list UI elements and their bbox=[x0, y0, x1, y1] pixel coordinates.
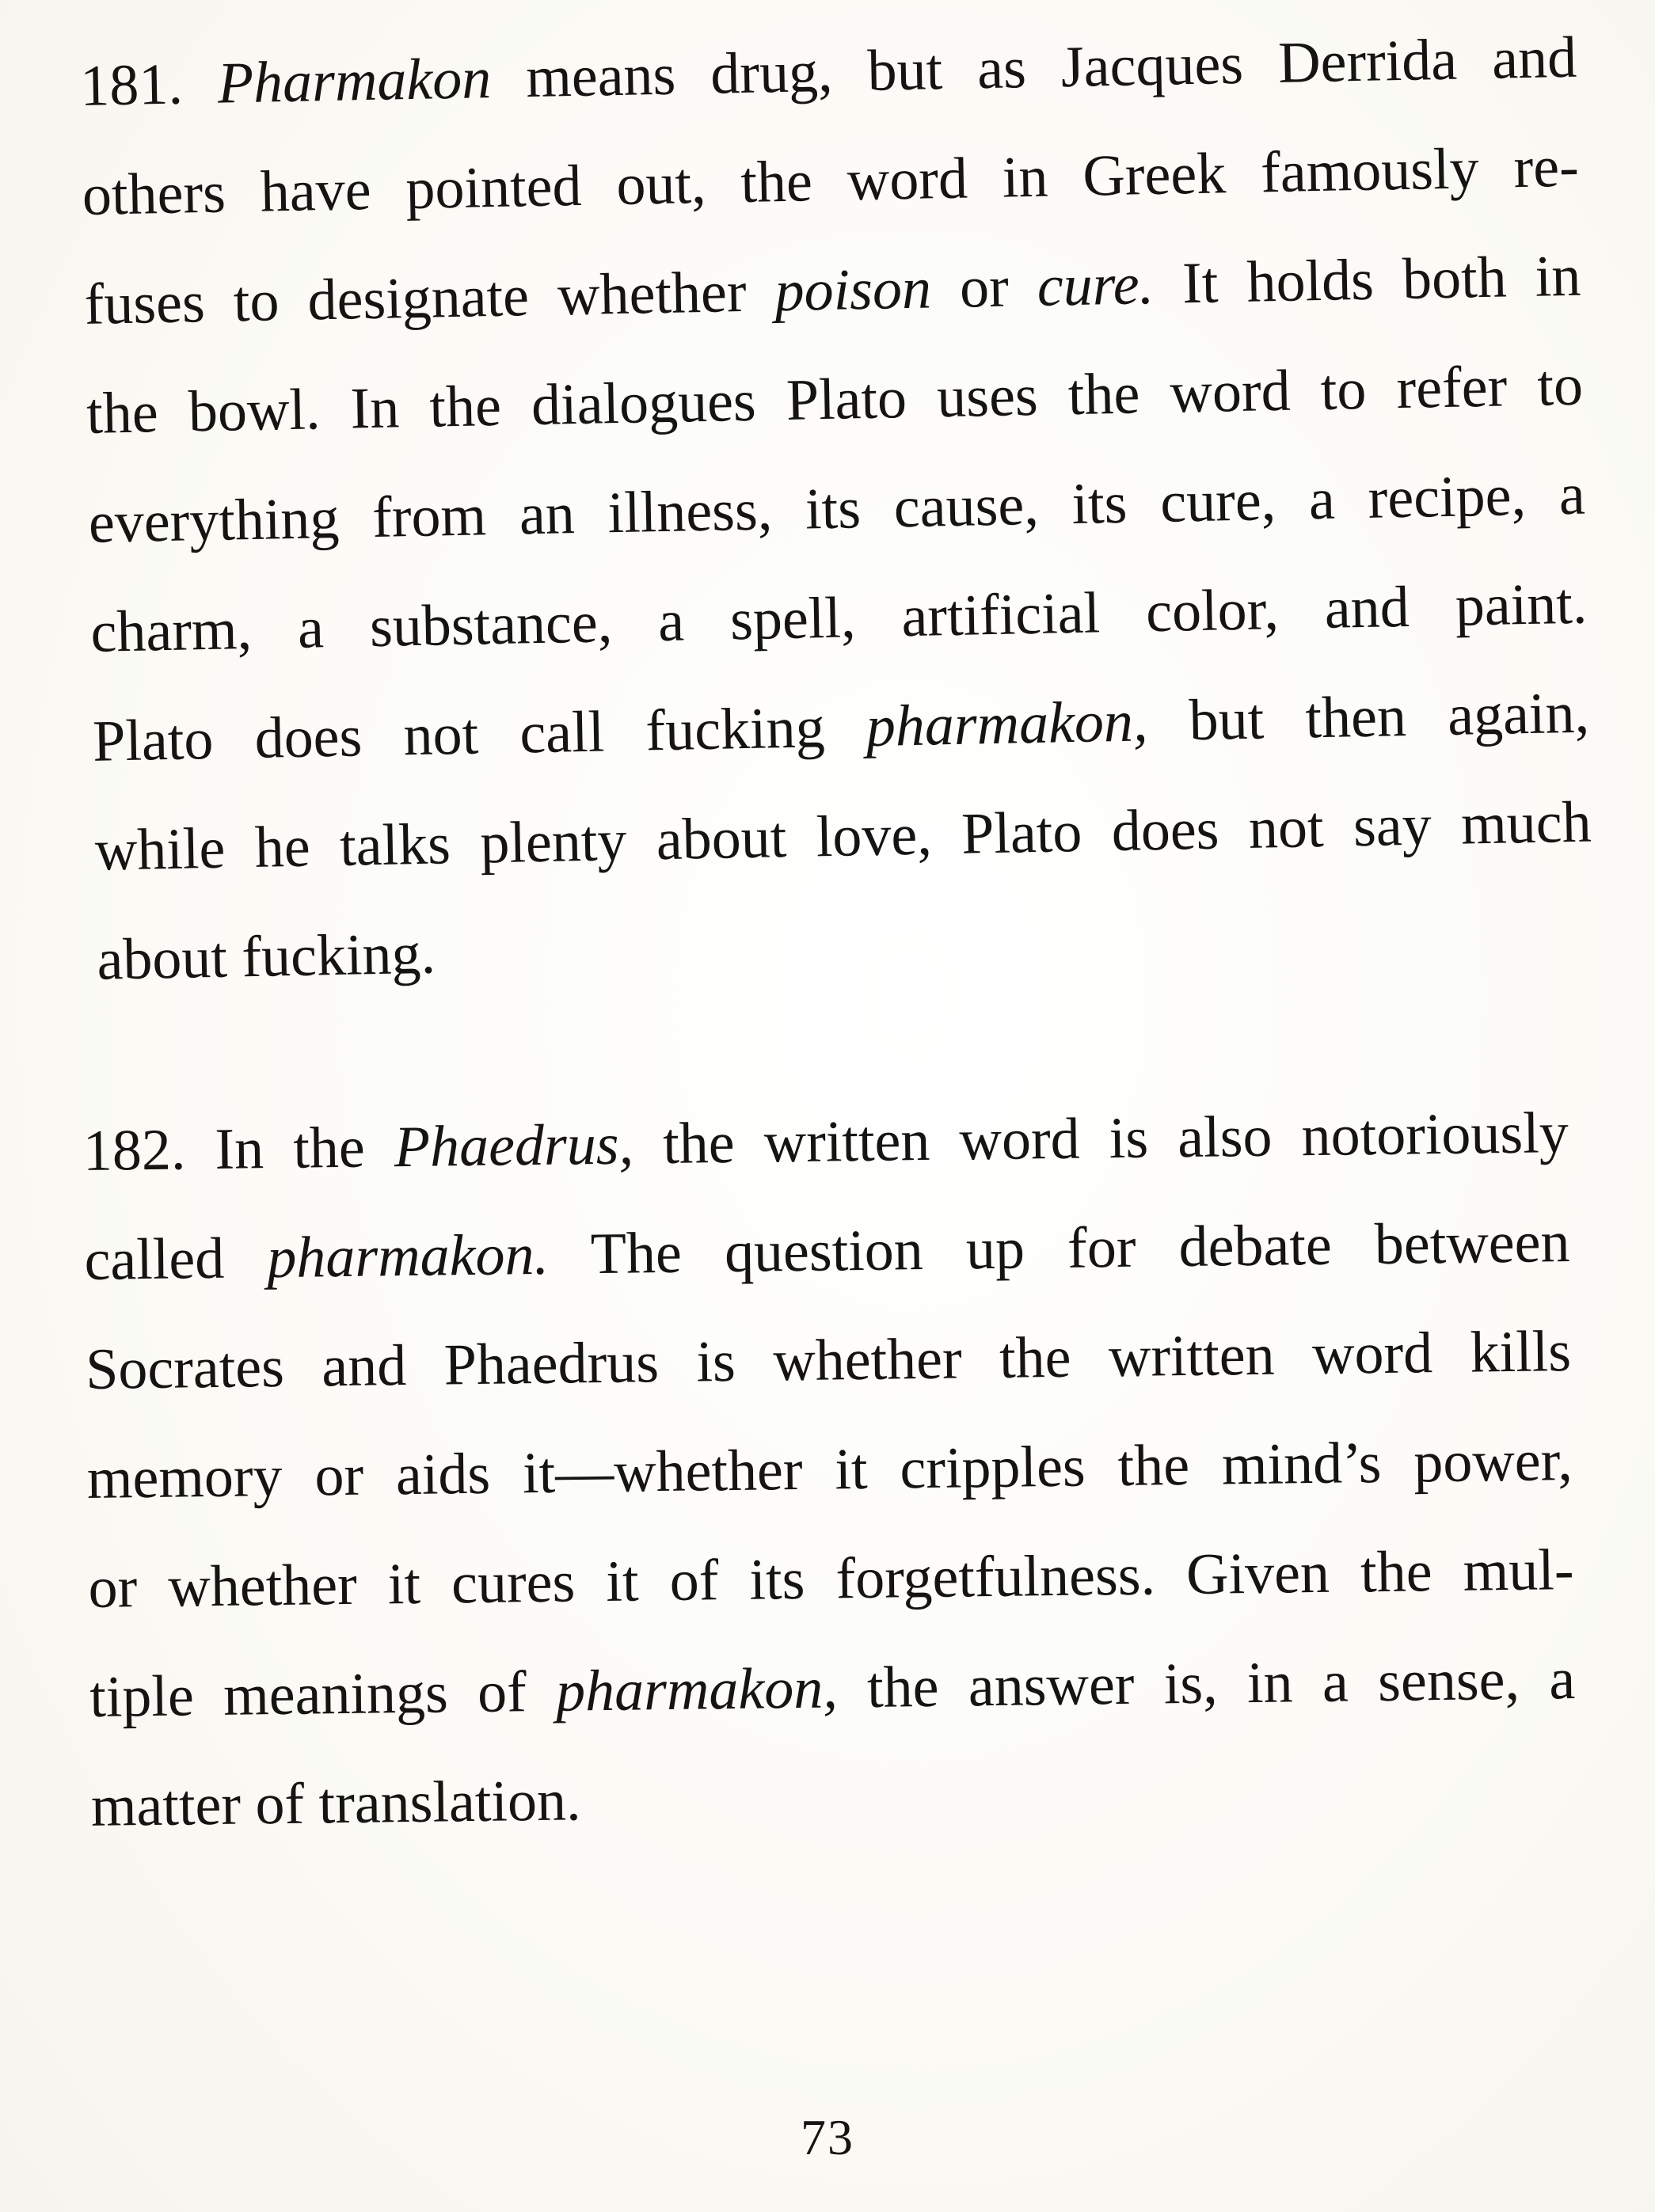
text-run: everything from an illness, its cause, its cure, a recipe, a bbox=[88, 462, 1586, 556]
text-run: The question up for debate between bbox=[548, 1210, 1570, 1287]
italic-term: cure. bbox=[1037, 252, 1155, 319]
italic-term: pharmakon, bbox=[555, 1655, 839, 1724]
text-run: tiple meanings of bbox=[89, 1659, 557, 1730]
text-run: Socrates and Phaedrus is whether the written word kills bbox=[85, 1319, 1572, 1402]
text-run: or bbox=[930, 253, 1038, 321]
italic-term: pharmakon, bbox=[866, 689, 1149, 760]
italic-term: Pharmakon bbox=[217, 46, 492, 116]
text-run: memory or aids it—whether it cripples the mind’s power, bbox=[86, 1428, 1573, 1511]
text-run: while he talks plenty about love, Plato does not say much bbox=[94, 789, 1592, 884]
text-line bbox=[82, 1078, 1569, 1206]
note-182-paragraph bbox=[82, 1078, 1577, 1861]
italic-term: pharmakon. bbox=[266, 1222, 550, 1291]
text-run: the answer is, in a sense, a bbox=[837, 1647, 1576, 1721]
text-run: 182. In the bbox=[82, 1115, 395, 1184]
text-line bbox=[90, 1734, 1577, 1861]
text-run: the written word is also notoriously bbox=[633, 1100, 1569, 1177]
text-run: charm, a substance, a spell, artificial color, and paint. bbox=[89, 571, 1588, 665]
text-run: or whether it cures it of its forgetfulness. Given the mul- bbox=[88, 1537, 1574, 1621]
text-run: about fucking. bbox=[96, 921, 436, 993]
text-run: means drug, but as Jacques Derrida and bbox=[490, 25, 1577, 112]
text-run: the bowl. In the dialogues Plato uses the word to refer to bbox=[86, 352, 1584, 447]
italic-term: Phaedrus, bbox=[394, 1112, 634, 1180]
text-run: called bbox=[84, 1226, 268, 1293]
text-line bbox=[86, 1406, 1573, 1534]
text-run: It holds both in bbox=[1153, 243, 1582, 317]
text-run: matter of translation. bbox=[90, 1768, 581, 1839]
text-run: Plato does not call fucking bbox=[92, 694, 867, 774]
text-line bbox=[89, 1625, 1576, 1752]
text-line bbox=[85, 1297, 1572, 1424]
text-run: fuses to designate whether bbox=[83, 259, 776, 337]
text-run: 181. bbox=[79, 51, 219, 119]
page-number: 73 bbox=[801, 2109, 854, 2165]
text-run: but then again, bbox=[1147, 680, 1590, 754]
text-line bbox=[84, 1188, 1571, 1315]
note-181-paragraph bbox=[79, 3, 1594, 1015]
text-line bbox=[88, 1515, 1575, 1643]
text-run: others have pointed out, the word in Greek famously re- bbox=[82, 134, 1580, 228]
italic-term: poison bbox=[774, 256, 932, 325]
